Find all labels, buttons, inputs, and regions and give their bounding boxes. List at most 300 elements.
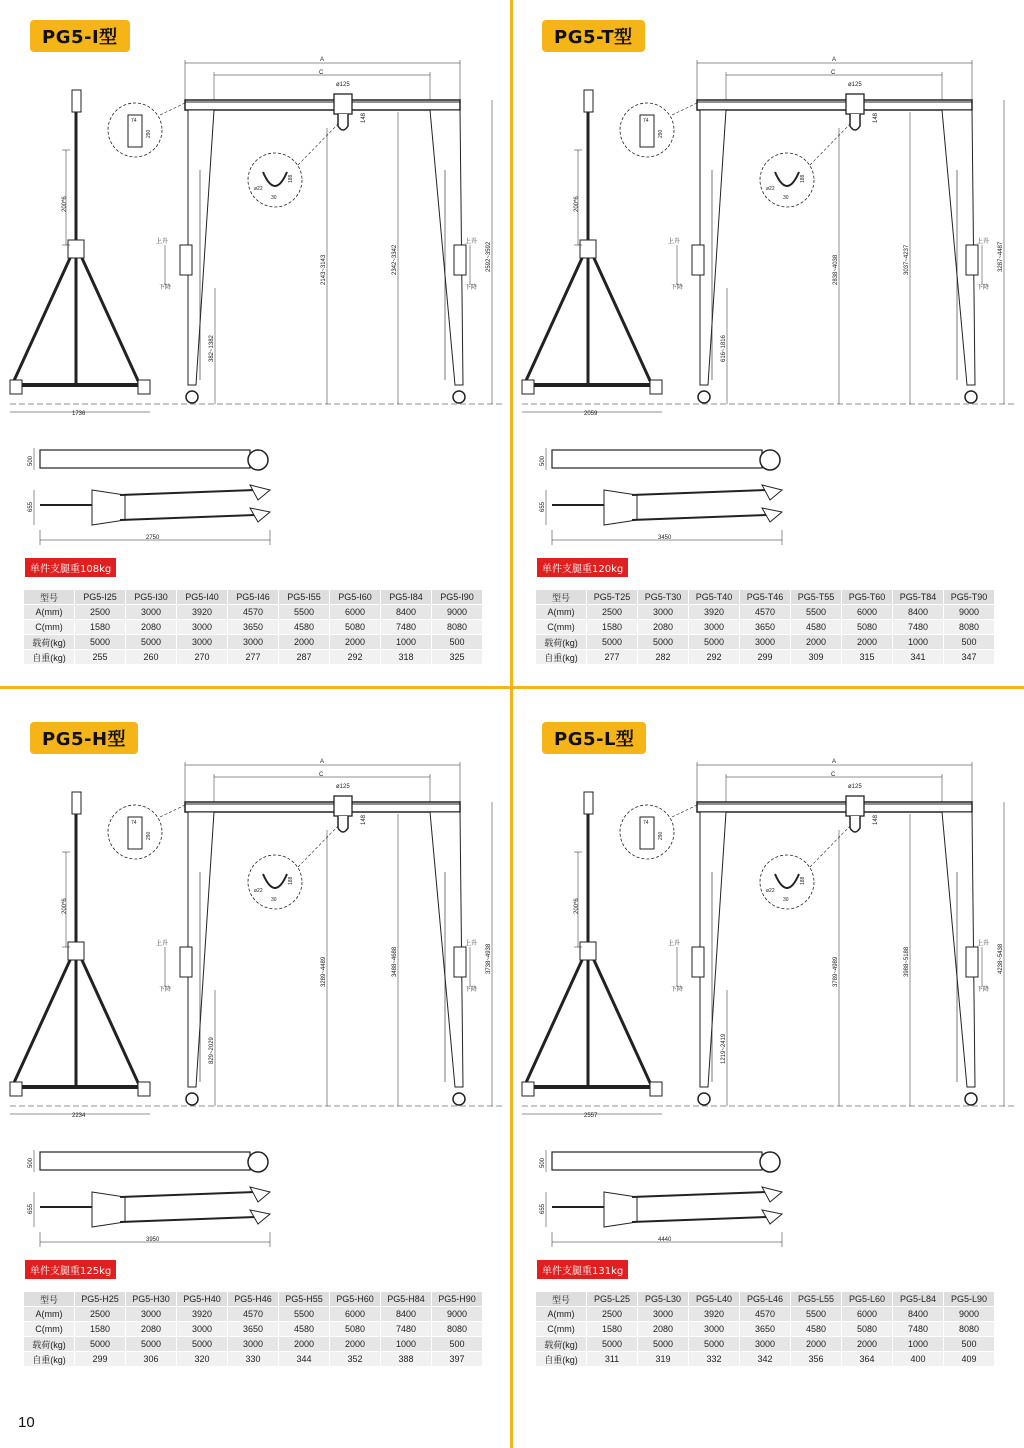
table-cell: 3920 xyxy=(177,1307,228,1322)
leg-weight-label: 单件支腿重131kg xyxy=(537,1260,628,1279)
label-fold-w: 655 xyxy=(540,1203,546,1214)
label-290: 290 xyxy=(146,129,152,138)
table-header-cell: PG5-H84 xyxy=(381,1292,432,1307)
table-cell: 8400 xyxy=(381,1307,432,1322)
table-cell: 330 xyxy=(228,1352,279,1367)
table-cell: 5000 xyxy=(75,1337,126,1352)
table-cell: 2080 xyxy=(126,1322,177,1337)
table-header-cell: PG5-I55 xyxy=(279,590,330,605)
label-dim-hi: 2342~3342 xyxy=(392,244,398,275)
table-cell: 3000 xyxy=(177,1322,228,1337)
label-phi125: ø125 xyxy=(336,784,350,790)
gantry-crane-drawing xyxy=(512,0,1024,560)
model-title: PG5-I型 xyxy=(30,20,130,52)
table-header-cell: PG5-L84 xyxy=(893,1292,944,1307)
label-down-left: 下降 xyxy=(671,987,684,993)
label-290: 290 xyxy=(658,831,664,840)
table-cell: 1580 xyxy=(75,620,126,635)
spec-table xyxy=(536,1292,995,1367)
table-cell: 4570 xyxy=(228,605,279,620)
table-cell: 299 xyxy=(740,650,791,665)
label-dim-low: 382~1382 xyxy=(209,335,215,362)
table-cell: 3650 xyxy=(228,1322,279,1337)
table-cell: 5500 xyxy=(791,1307,842,1322)
label-148: 148 xyxy=(873,112,879,123)
table-row xyxy=(24,1352,483,1367)
label-74: 74 xyxy=(643,820,649,826)
table-cell: 载荷(kg) xyxy=(24,1337,75,1352)
table-cell: 400 xyxy=(893,1352,944,1367)
table-cell: 7480 xyxy=(381,1322,432,1337)
label-down-left: 下降 xyxy=(159,987,172,993)
label-up-right: 上升 xyxy=(465,239,478,245)
table-header-cell: PG5-I60 xyxy=(330,590,381,605)
table-cell: 自重(kg) xyxy=(24,1352,75,1367)
table-cell: 1000 xyxy=(893,1337,944,1352)
table-cell: 2500 xyxy=(75,1307,126,1322)
label-fold-h: 500 xyxy=(28,455,34,466)
label-148: 148 xyxy=(361,814,367,825)
table-cell: 2080 xyxy=(126,620,177,635)
table-cell: 287 xyxy=(279,650,330,665)
table-cell: A(mm) xyxy=(24,605,75,620)
table-header-cell: 型号 xyxy=(24,590,75,605)
table-cell: 2500 xyxy=(587,605,638,620)
table-cell: 3000 xyxy=(126,1307,177,1322)
table-header-cell: PG5-I30 xyxy=(126,590,177,605)
table-header-cell: PG5-L30 xyxy=(638,1292,689,1307)
table-header-cell: PG5-T40 xyxy=(689,590,740,605)
table-cell: 2000 xyxy=(791,635,842,650)
label-down-right: 下降 xyxy=(977,987,990,993)
table-cell: 9000 xyxy=(432,1307,483,1322)
label-up-right: 上升 xyxy=(977,941,990,947)
table-row xyxy=(536,1337,995,1352)
table-cell: 8080 xyxy=(432,1322,483,1337)
table-cell: 6000 xyxy=(842,605,893,620)
table-cell: 9000 xyxy=(944,605,995,620)
table-cell: 5000 xyxy=(587,1337,638,1352)
table-cell: 3000 xyxy=(740,635,791,650)
table-cell: 5000 xyxy=(689,635,740,650)
spec-table xyxy=(24,590,483,665)
label-base-width: 2059 xyxy=(584,411,598,417)
table-cell: 5500 xyxy=(279,1307,330,1322)
label-base-width: 2557 xyxy=(584,1113,598,1119)
table-cell: 自重(kg) xyxy=(536,650,587,665)
label-22: ø22 xyxy=(254,888,263,894)
model-title: PG5-L型 xyxy=(542,722,646,754)
table-cell: C(mm) xyxy=(536,1322,587,1337)
table-header-cell: 型号 xyxy=(536,590,587,605)
table-cell: 5080 xyxy=(842,1322,893,1337)
table-cell: 320 xyxy=(177,1352,228,1367)
table-cell: A(mm) xyxy=(536,605,587,620)
table-cell: 4580 xyxy=(791,620,842,635)
table-header-cell: PG5-T84 xyxy=(893,590,944,605)
table-header-cell: PG5-H46 xyxy=(228,1292,279,1307)
table-cell: 409 xyxy=(944,1352,995,1367)
label-base-width: 1736 xyxy=(72,411,86,417)
label-188: 188 xyxy=(288,174,294,183)
table-cell: 5500 xyxy=(279,605,330,620)
table-cell: 3650 xyxy=(740,620,791,635)
table-cell: 自重(kg) xyxy=(24,650,75,665)
spec-table xyxy=(536,590,995,665)
table-cell: 自重(kg) xyxy=(536,1352,587,1367)
table-cell: 5000 xyxy=(638,635,689,650)
table-header-cell: PG5-T55 xyxy=(791,590,842,605)
label-up-right: 上升 xyxy=(977,239,990,245)
table-cell: 277 xyxy=(587,650,638,665)
table-header-row xyxy=(536,590,995,605)
table-cell: 319 xyxy=(638,1352,689,1367)
leg-weight-label: 单件支腿重120kg xyxy=(537,558,628,577)
label-down-left: 下降 xyxy=(159,285,172,291)
table-cell: 4580 xyxy=(791,1322,842,1337)
table-row xyxy=(24,650,483,665)
label-phi125: ø125 xyxy=(848,784,862,790)
table-cell: 6000 xyxy=(842,1307,893,1322)
label-c: C xyxy=(831,70,836,76)
table-cell: 载荷(kg) xyxy=(24,635,75,650)
table-header-cell: PG5-H55 xyxy=(279,1292,330,1307)
table-cell: 载荷(kg) xyxy=(536,1337,587,1352)
table-cell: 4570 xyxy=(740,605,791,620)
table-cell: 5500 xyxy=(791,605,842,620)
table-cell: 500 xyxy=(944,635,995,650)
spec-table xyxy=(24,1292,483,1367)
table-cell: 292 xyxy=(330,650,381,665)
table-cell: 3000 xyxy=(177,620,228,635)
label-74: 74 xyxy=(131,118,137,124)
label-fold-h: 500 xyxy=(540,455,546,466)
table-header-cell: PG5-I25 xyxy=(75,590,126,605)
table-cell: 8400 xyxy=(893,605,944,620)
table-cell: 277 xyxy=(228,650,279,665)
table-cell: 4580 xyxy=(279,1322,330,1337)
table-cell: 356 xyxy=(791,1352,842,1367)
label-dim-mid: 3789~4989 xyxy=(833,956,839,987)
label-dim-low: 616~1816 xyxy=(721,335,727,362)
table-cell: 3920 xyxy=(177,605,228,620)
label-dim-low: 1219~2419 xyxy=(721,1033,727,1064)
table-header-cell: PG5-I46 xyxy=(228,590,279,605)
table-cell: 2000 xyxy=(791,1337,842,1352)
label-up-left: 上升 xyxy=(668,239,681,245)
table-cell: 3650 xyxy=(228,620,279,635)
label-down-right: 下降 xyxy=(977,285,990,291)
table-cell: 397 xyxy=(432,1352,483,1367)
table-cell: C(mm) xyxy=(24,1322,75,1337)
table-cell: A(mm) xyxy=(24,1307,75,1322)
table-cell: 5000 xyxy=(689,1337,740,1352)
label-down-left: 下降 xyxy=(671,285,684,291)
table-header-cell: PG5-T60 xyxy=(842,590,893,605)
table-cell: 3000 xyxy=(638,1307,689,1322)
label-up-left: 上升 xyxy=(668,941,681,947)
table-header-cell: PG5-H40 xyxy=(177,1292,228,1307)
model-title: PG5-T型 xyxy=(542,20,645,52)
label-fold-length: 2750 xyxy=(146,535,160,541)
table-cell: 342 xyxy=(740,1352,791,1367)
table-row xyxy=(536,1322,995,1337)
table-row xyxy=(24,1322,483,1337)
table-cell: 318 xyxy=(381,650,432,665)
table-cell: 3000 xyxy=(126,605,177,620)
table-cell: 7480 xyxy=(893,620,944,635)
table-cell: 4570 xyxy=(740,1307,791,1322)
table-header-cell: PG5-L60 xyxy=(842,1292,893,1307)
table-row xyxy=(536,1352,995,1367)
table-cell: 5080 xyxy=(330,1322,381,1337)
table-cell: 9000 xyxy=(432,605,483,620)
table-cell: 5000 xyxy=(177,1337,228,1352)
table-cell: 5080 xyxy=(842,620,893,635)
table-header-cell: PG5-T46 xyxy=(740,590,791,605)
label-up-left: 上升 xyxy=(156,239,169,245)
label-down-right: 下降 xyxy=(465,285,478,291)
table-cell: 5000 xyxy=(638,1337,689,1352)
table-header-row xyxy=(24,1292,483,1307)
table-cell: 载荷(kg) xyxy=(536,635,587,650)
label-188: 188 xyxy=(800,174,806,183)
table-cell: 1000 xyxy=(893,635,944,650)
table-header-row xyxy=(536,1292,995,1307)
label-dim-mid: 3289~4489 xyxy=(321,956,327,987)
label-down-right: 下降 xyxy=(465,987,478,993)
table-cell: 3000 xyxy=(740,1337,791,1352)
table-cell: 2000 xyxy=(842,1337,893,1352)
label-dim-mid: 2838~4038 xyxy=(833,254,839,285)
table-row xyxy=(24,635,483,650)
table-cell: 3000 xyxy=(689,620,740,635)
label-dim-hi: 3037~4237 xyxy=(904,244,910,275)
label-22: ø22 xyxy=(766,888,775,894)
label-dim-mid: 2143~3143 xyxy=(321,254,327,285)
table-cell: 8080 xyxy=(432,620,483,635)
table-cell: 2500 xyxy=(75,605,126,620)
table-row xyxy=(536,635,995,650)
label-30: 30 xyxy=(783,897,789,903)
table-header-cell: PG5-T30 xyxy=(638,590,689,605)
table-cell: 4570 xyxy=(228,1307,279,1322)
label-dim-max: 2592~3592 xyxy=(486,241,492,272)
section-pg5-t xyxy=(512,0,1024,700)
table-cell: 282 xyxy=(638,650,689,665)
table-row xyxy=(536,620,995,635)
table-header-cell: PG5-T25 xyxy=(587,590,638,605)
table-cell: 5000 xyxy=(587,635,638,650)
table-header-cell: PG5-L25 xyxy=(587,1292,638,1307)
page-number: 10 xyxy=(18,1414,35,1431)
table-header-cell: PG5-H25 xyxy=(75,1292,126,1307)
label-30: 30 xyxy=(271,897,277,903)
table-cell: 2000 xyxy=(279,635,330,650)
table-cell: 3650 xyxy=(740,1322,791,1337)
table-cell: 5000 xyxy=(126,635,177,650)
table-cell: 270 xyxy=(177,650,228,665)
table-cell: 3920 xyxy=(689,1307,740,1322)
label-148: 148 xyxy=(873,814,879,825)
label-290: 290 xyxy=(146,831,152,840)
table-cell: 388 xyxy=(381,1352,432,1367)
label-fold-h: 500 xyxy=(540,1157,546,1168)
label-74: 74 xyxy=(131,820,137,826)
gantry-crane-drawing xyxy=(0,702,512,1262)
table-cell: 347 xyxy=(944,650,995,665)
label-dim-low: 829~2029 xyxy=(209,1037,215,1064)
table-cell: 344 xyxy=(279,1352,330,1367)
label-a: A xyxy=(320,759,325,765)
label-mast: 200*6 xyxy=(574,898,580,914)
label-22: ø22 xyxy=(766,186,775,192)
table-cell: 4580 xyxy=(279,620,330,635)
section-pg5-h xyxy=(0,702,512,1402)
table-cell: 341 xyxy=(893,650,944,665)
table-cell: 7480 xyxy=(893,1322,944,1337)
table-cell: 3920 xyxy=(689,605,740,620)
label-30: 30 xyxy=(783,195,789,201)
table-header-cell: PG5-I84 xyxy=(381,590,432,605)
table-header-cell: PG5-L46 xyxy=(740,1292,791,1307)
table-cell: 6000 xyxy=(330,605,381,620)
table-cell: 1580 xyxy=(587,1322,638,1337)
table-row xyxy=(536,650,995,665)
label-mast: 200*6 xyxy=(62,898,68,914)
label-up-right: 上升 xyxy=(465,941,478,947)
table-header-cell: PG5-I40 xyxy=(177,590,228,605)
table-cell: 325 xyxy=(432,650,483,665)
table-cell: 6000 xyxy=(330,1307,381,1322)
label-148: 148 xyxy=(361,112,367,123)
table-cell: 352 xyxy=(330,1352,381,1367)
label-a: A xyxy=(320,57,325,63)
table-cell: 3000 xyxy=(638,605,689,620)
label-phi125: ø125 xyxy=(848,82,862,88)
table-header-cell: PG5-L90 xyxy=(944,1292,995,1307)
table-cell: 2500 xyxy=(587,1307,638,1322)
table-cell: 500 xyxy=(944,1337,995,1352)
table-row xyxy=(24,1337,483,1352)
section-pg5-i xyxy=(0,0,512,700)
table-cell: 8400 xyxy=(381,605,432,620)
label-dim-max: 3738~4938 xyxy=(486,943,492,974)
leg-weight-label: 单件支腿重108kg xyxy=(25,558,116,577)
table-cell: 1000 xyxy=(381,635,432,650)
label-c: C xyxy=(319,70,324,76)
label-188: 188 xyxy=(288,876,294,885)
table-cell: 7480 xyxy=(381,620,432,635)
table-cell: 1000 xyxy=(381,1337,432,1352)
table-cell: 2000 xyxy=(330,1337,381,1352)
label-188: 188 xyxy=(800,876,806,885)
table-header-cell: 型号 xyxy=(536,1292,587,1307)
table-cell: 2000 xyxy=(330,635,381,650)
table-header-cell: PG5-T90 xyxy=(944,590,995,605)
label-fold-length: 4440 xyxy=(658,1237,672,1243)
label-dim-max: 3287~4487 xyxy=(998,241,1004,272)
label-mast: 200*6 xyxy=(574,196,580,212)
table-header-cell: 型号 xyxy=(24,1292,75,1307)
label-fold-length: 3450 xyxy=(658,535,672,541)
table-cell: 309 xyxy=(791,650,842,665)
table-cell: 299 xyxy=(75,1352,126,1367)
label-fold-h: 500 xyxy=(28,1157,34,1168)
table-cell: 5000 xyxy=(75,635,126,650)
label-fold-w: 655 xyxy=(28,501,34,512)
label-290: 290 xyxy=(658,129,664,138)
label-base-width: 2234 xyxy=(72,1113,86,1119)
model-title: PG5-H型 xyxy=(30,722,138,754)
table-cell: 9000 xyxy=(944,1307,995,1322)
table-cell: 1580 xyxy=(587,620,638,635)
label-a: A xyxy=(832,57,837,63)
label-c: C xyxy=(319,772,324,778)
label-30: 30 xyxy=(271,195,277,201)
table-cell: 8080 xyxy=(944,1322,995,1337)
label-a: A xyxy=(832,759,837,765)
table-cell: 3000 xyxy=(228,1337,279,1352)
label-mast: 200*6 xyxy=(62,196,68,212)
label-c: C xyxy=(831,772,836,778)
table-cell: 3000 xyxy=(689,1322,740,1337)
label-dim-max: 4238~5438 xyxy=(998,943,1004,974)
table-cell: 5080 xyxy=(330,620,381,635)
table-cell: 500 xyxy=(432,635,483,650)
label-dim-hi: 3488~4688 xyxy=(392,946,398,977)
table-header-cell: PG5-I90 xyxy=(432,590,483,605)
gantry-crane-drawing xyxy=(512,702,1024,1262)
table-cell: A(mm) xyxy=(536,1307,587,1322)
table-cell: 364 xyxy=(842,1352,893,1367)
table-header-cell: PG5-L55 xyxy=(791,1292,842,1307)
table-cell: 311 xyxy=(587,1352,638,1367)
table-cell: 2080 xyxy=(638,1322,689,1337)
table-header-cell: PG5-L40 xyxy=(689,1292,740,1307)
label-fold-w: 655 xyxy=(540,501,546,512)
table-cell: 2000 xyxy=(842,635,893,650)
table-row xyxy=(24,605,483,620)
table-header-cell: PG5-H90 xyxy=(432,1292,483,1307)
table-cell: 2000 xyxy=(279,1337,330,1352)
table-cell: 3000 xyxy=(228,635,279,650)
table-header-cell: PG5-H60 xyxy=(330,1292,381,1307)
table-row xyxy=(24,1307,483,1322)
leg-weight-label: 单件支腿重125kg xyxy=(25,1260,116,1279)
table-cell: 3000 xyxy=(177,635,228,650)
table-cell: 8080 xyxy=(944,620,995,635)
table-cell: C(mm) xyxy=(536,620,587,635)
label-phi125: ø125 xyxy=(336,82,350,88)
table-cell: 306 xyxy=(126,1352,177,1367)
label-dim-hi: 3988~5188 xyxy=(904,946,910,977)
table-cell: 332 xyxy=(689,1352,740,1367)
table-cell: 2080 xyxy=(638,620,689,635)
table-cell: 5000 xyxy=(126,1337,177,1352)
label-fold-length: 3950 xyxy=(146,1237,160,1243)
section-pg5-l xyxy=(512,702,1024,1402)
table-cell: 315 xyxy=(842,650,893,665)
label-up-left: 上升 xyxy=(156,941,169,947)
label-fold-w: 655 xyxy=(28,1203,34,1214)
gantry-crane-drawing xyxy=(0,0,512,560)
label-22: ø22 xyxy=(254,186,263,192)
table-cell: 292 xyxy=(689,650,740,665)
table-row xyxy=(24,620,483,635)
table-cell: 255 xyxy=(75,650,126,665)
table-cell: 1580 xyxy=(75,1322,126,1337)
